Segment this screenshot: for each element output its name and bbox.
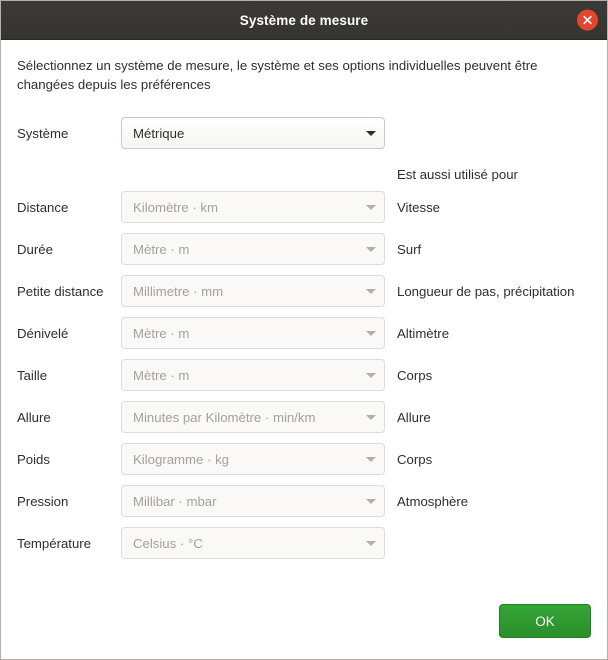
row-label: Pression — [17, 493, 69, 509]
unit-select-distance[interactable] — [121, 191, 385, 223]
row-poids — [17, 442, 591, 476]
unit-select-value: Minutes par Kilomètre · min/km — [133, 409, 316, 425]
row-aux-usage: Allure — [397, 409, 431, 425]
chevron-down-icon — [366, 131, 376, 136]
titlebar — [1, 1, 607, 40]
unit-select-allure[interactable] — [121, 401, 385, 433]
chevron-down-icon — [366, 289, 376, 294]
row-aux-usage: Altimètre — [397, 325, 450, 341]
window-title: Système de mesure — [239, 12, 369, 28]
row-label: Durée — [17, 241, 53, 257]
row-label: Dénivelé — [17, 325, 69, 341]
chevron-down-icon — [366, 331, 376, 336]
row-distance — [17, 190, 591, 224]
unit-select-temperature[interactable] — [121, 527, 385, 559]
unit-select-taille[interactable] — [121, 359, 385, 391]
system-row — [17, 116, 591, 150]
row-petite-distance — [17, 274, 591, 308]
unit-select-denivele[interactable] — [121, 317, 385, 349]
row-label: Poids — [17, 451, 50, 467]
chevron-down-icon — [366, 373, 376, 378]
ok-button[interactable]: OK — [499, 604, 591, 638]
dialog-content — [1, 40, 607, 659]
row-aux-usage: Longueur de pas, précipitation — [397, 283, 575, 299]
row-temperature — [17, 526, 591, 560]
row-aux-usage: Atmosphère — [397, 493, 469, 509]
chevron-down-icon — [366, 205, 376, 210]
row-aux-usage: Corps — [397, 367, 433, 383]
unit-select-value: Millimetre · mm — [133, 283, 224, 299]
row-aux-usage: Vitesse — [397, 199, 441, 215]
unit-select-value: Kilogramme · kg — [133, 451, 230, 467]
aux-column-header-row — [17, 164, 591, 184]
chevron-down-icon — [366, 415, 376, 420]
system-select-value: Métrique — [133, 125, 185, 141]
unit-select-value: Celsius · °C — [133, 535, 203, 551]
unit-select-value: Kilomètre · km — [133, 199, 218, 215]
row-pression — [17, 484, 591, 518]
row-aux-usage: Surf — [397, 241, 422, 257]
unit-select-petite-distance[interactable] — [121, 275, 385, 307]
row-label: Petite distance — [17, 283, 104, 299]
unit-select-value: Mètre · m — [133, 325, 190, 341]
chevron-down-icon — [366, 499, 376, 504]
row-label: Allure — [17, 409, 51, 425]
system-select[interactable] — [121, 117, 385, 149]
unit-select-duree[interactable] — [121, 233, 385, 265]
dialog-footer — [1, 597, 607, 659]
chevron-down-icon — [366, 541, 376, 546]
unit-select-value: Mètre · m — [133, 241, 190, 257]
aux-column-header: Est aussi utilisé pour — [397, 166, 518, 182]
chevron-down-icon — [366, 247, 376, 252]
row-label: Température — [17, 535, 92, 551]
row-denivele — [17, 316, 591, 350]
chevron-down-icon — [366, 457, 376, 462]
row-allure — [17, 400, 591, 434]
intro-text: Sélectionnez un système de mesure, le système et ses options individuelles peuvent être changées depuis les préférences — [17, 58, 538, 92]
close-icon[interactable] — [577, 10, 598, 31]
row-taille — [17, 358, 591, 392]
unit-select-value: Mètre · m — [133, 367, 190, 383]
row-label: Taille — [17, 367, 48, 383]
row-aux-usage: Corps — [397, 451, 433, 467]
unit-select-value: Millibar · mbar — [133, 493, 217, 509]
system-label: Système — [17, 125, 69, 141]
unit-select-poids[interactable] — [121, 443, 385, 475]
row-duree — [17, 232, 591, 266]
row-label: Distance — [17, 199, 69, 215]
unit-select-pression[interactable] — [121, 485, 385, 517]
